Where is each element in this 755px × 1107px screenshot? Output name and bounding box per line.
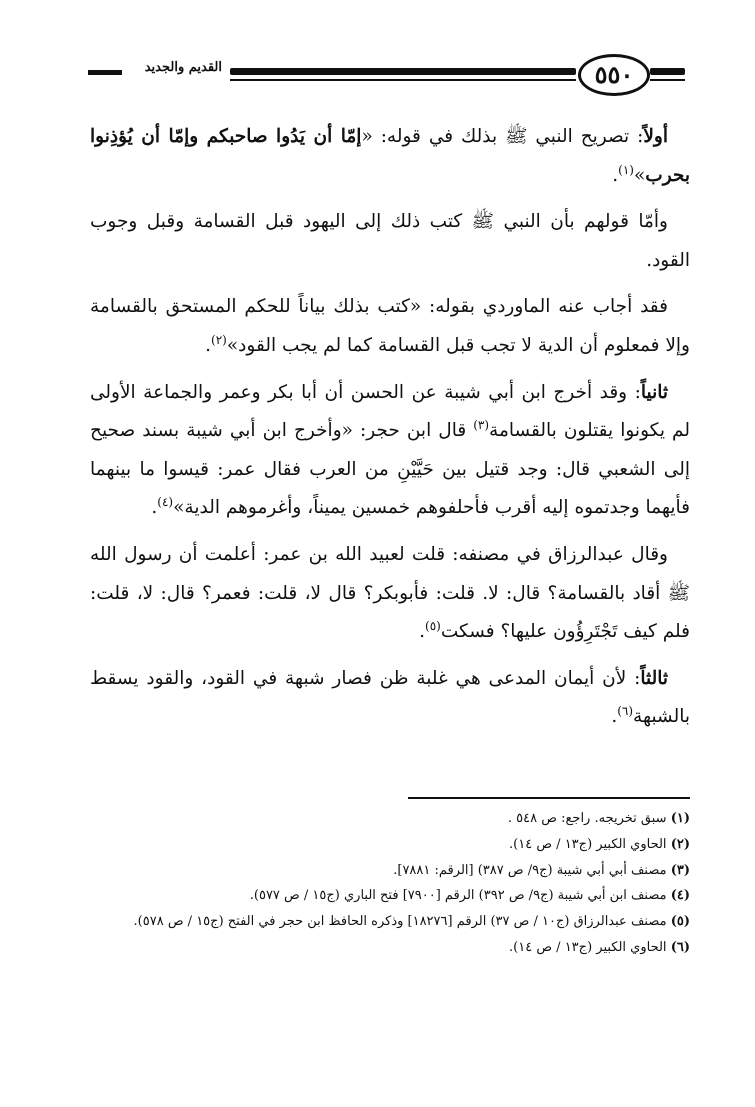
header-rule-right-thick [650, 68, 685, 75]
paragraph-2 [90, 203, 690, 280]
paragraph-text: وأمّا قولهم بأن النبي ﷺ كتب ذلك إلى اليهود قبل القسامة وقبل وجوب القود. [90, 211, 690, 271]
footnote-text: مصنف ابن أبي شيبة (ج٩/ ص ٣٩٢) الرقم [٧٩٠٠] فتح الباري (ج١٥ / ص ٥٧٧). [249, 888, 667, 904]
footnote [90, 909, 690, 935]
footnote [90, 806, 690, 832]
paragraph-end: . [612, 164, 619, 186]
footnote-number: (٦) [670, 939, 690, 955]
paragraph-text: قال ابن حجر: «وأخرج ابن أبي شيبة بسند صحيح إلى الشعبي قال: وجد قتيل بين حَيَّيْنِ من العرب فقال عمر: قيسوا ما بينهما فأيهما وجدتموه إليه أقرب فأحلفوهم خمسين يميناً، وأغرموهم الدية» [90, 420, 690, 519]
footnote [90, 935, 690, 961]
footnote-ref[interactable]: (٤) [157, 495, 174, 510]
paragraph-text: : تصريح النبي ﷺ بذلك في قوله: « [361, 126, 644, 147]
footnote [90, 858, 690, 884]
footnote-text: سبق تخريجه. راجع: ص ٥٤٨ . [507, 811, 667, 826]
footnote [90, 832, 690, 858]
quote-close: » [633, 164, 646, 186]
page-number: ٥٥٠ [578, 54, 650, 96]
footnote-number: (٣) [670, 862, 690, 878]
header-dash [88, 70, 122, 75]
footnote-ref[interactable]: (٣) [473, 418, 490, 432]
paragraph-4 [90, 374, 690, 528]
header-rule-thin [230, 79, 576, 81]
footnote-number: (٤) [670, 888, 690, 904]
footnote-text: مصنف أبي أبي شيبة (ج٩/ ص ٣٨٧) [الرقم: ٧٨٨١]. [393, 862, 667, 878]
paragraph-lead: ثالثاً [640, 667, 668, 689]
paragraph-text: وقال عبدالرزاق في مصنفه: قلت لعبيد الله بن عمر: أعلمت أن رسول الله ﷺ أقاد بالقسامة؟ قال: لا. قلت: فأبوبكر؟ قال لا، قلت: فعمر؟ قال: لا، قلت: فلم كيف تَجْتَرِؤُون عليها؟ فسكت [90, 543, 690, 643]
footnote-ref[interactable]: (١) [618, 162, 634, 177]
paragraph-end: . [151, 497, 158, 519]
paragraph-5 [90, 536, 690, 652]
footnote-text: الحاوي الكبير (ج١٣ / ص ١٤). [509, 836, 667, 852]
header-rule-right-thin [650, 79, 685, 81]
footnote-text: مصنف عبدالرزاق (ج١٠ / ص ٣٧) الرقم [١٨٢٧٦] وذكره الحافظ ابن حجر في الفتح (ج١٥ / ص ٥٧٨). [133, 914, 667, 930]
footnote-ref[interactable]: (٦) [617, 704, 634, 719]
footnote-number: (١) [670, 811, 690, 826]
paragraph-1 [90, 118, 690, 195]
footnotes [90, 806, 690, 961]
paragraph-end: . [611, 706, 618, 728]
footnote-ref[interactable]: (٥) [425, 618, 441, 633]
footnote-number: (٢) [670, 836, 690, 852]
paragraph-text: : لأن أيمان المدعى هي غلبة ظن فصار شبهة في القود، والقود يسقط بالشبهة [90, 667, 690, 728]
footnote-text: الحاوي الكبير (ج١٣ / ص ١٤). [509, 939, 667, 955]
header-rule-thick [230, 68, 576, 75]
paragraph-3 [90, 288, 690, 365]
paragraph-6 [90, 660, 690, 737]
footnote-ref[interactable]: (٢) [211, 332, 227, 347]
paragraph-lead: ثانياً [640, 381, 668, 403]
footnote [90, 883, 690, 909]
paragraph-lead: أولاً [643, 126, 668, 147]
footnote-separator [408, 797, 690, 799]
paragraph-end: . [419, 621, 426, 643]
hadith-quote: إمّا أن يَدُوا صاحبكم وإمّا أن يُؤذِنوا بحرب [90, 126, 690, 186]
paragraph-end: . [205, 334, 212, 356]
paragraph-text: فقد أجاب عنه الماوردي بقوله: «كتب بذلك بياناً للحكم المستحق بالقسامة وإلا فمعلوم أن الدية لا تجب قبل القسامة كما لم يجب القود» [90, 296, 690, 356]
main-text [90, 118, 690, 745]
running-title: القديم والجديد [144, 60, 222, 75]
footnote-number: (٥) [670, 914, 690, 930]
paragraph-text: : وقد أخرج ابن أبي شيبة عن الحسن أن أبا بكر وعمر والجماعة الأولى لم يكونوا يقتلون بالقسامة [90, 381, 690, 442]
